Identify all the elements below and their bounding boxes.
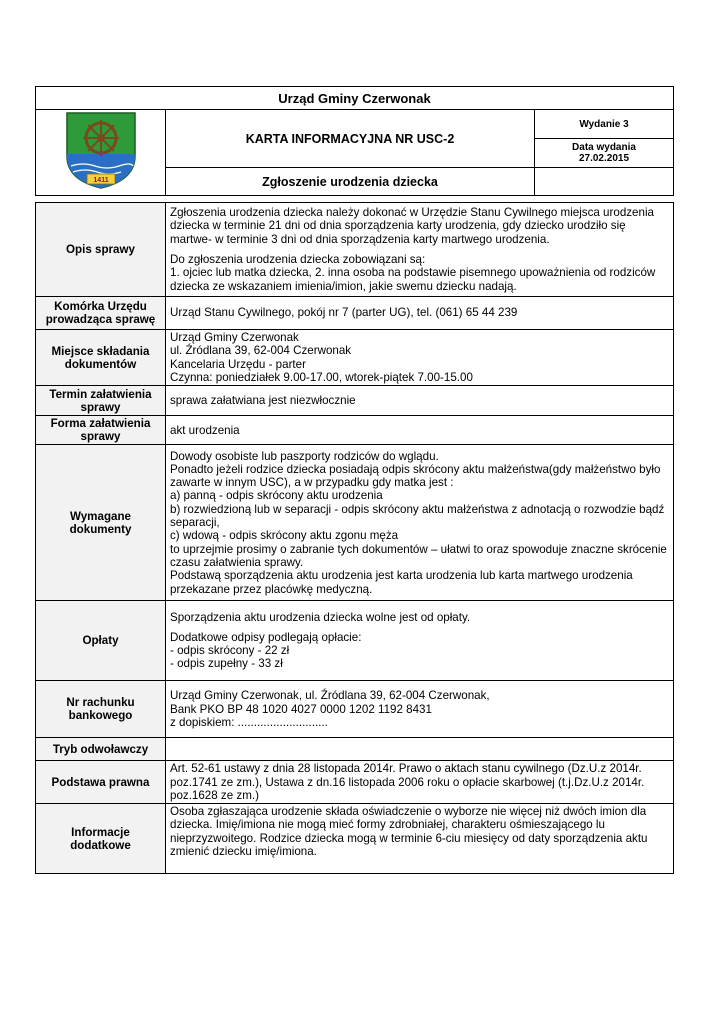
- row-label: Tryb odwoławczy: [36, 738, 166, 761]
- issue-date: 27.02.2015: [578, 153, 630, 164]
- issue-date-cell: [535, 139, 674, 168]
- wymagane-line: to uprzejmie prosimy o zabranie tych dokumentów – ułatwi to oraz spowoduje znaczne skrócenie czasu załatwienia sprawy.: [170, 542, 667, 569]
- row-rachunek: [36, 681, 674, 738]
- oplaty-line: - odpis zupełny - 33 zł: [170, 657, 283, 671]
- wymagane-line: Podstawą sporządzenia aktu urodzenia jest karta urodzenia lub karta martwego urodzenia przekazane przez placówkę medyczną.: [170, 569, 633, 596]
- wymagane-line: Dowody osobiste lub paszporty rodziców do wglądu.: [170, 449, 439, 463]
- miejsce-line: Urząd Gminy Czerwonak: [170, 331, 299, 344]
- row-miejsce: [36, 330, 674, 386]
- wymagane-line: b) rozwiedzioną lub w separacji - odpis skrócony aktu małżeństwa z adnotacją o rozwodzie bądź separacji,: [170, 502, 665, 530]
- office-title: Urząd Gminy Czerwonak: [36, 87, 674, 110]
- row-value: Urząd Stanu Cywilnego, pokój nr 7 (parter UG), tel. (061) 65 44 239: [166, 297, 674, 330]
- issue-date-label: Data wydania: [572, 142, 636, 153]
- edition: Wydanie 3: [535, 110, 674, 139]
- opis-p2: Do zgłoszenia urodzenia dziecka zobowiązani są:: [170, 253, 426, 266]
- header-table: [35, 86, 674, 196]
- miejsce-line: Czynna: poniedziałek 9.00-17.00, wtorek-piątek 7.00-15.00: [170, 370, 473, 384]
- row-label: Nr rachunku bankowego: [36, 681, 166, 738]
- oplaty-line: Dodatkowe odpisy podlegają opłacie:: [170, 630, 362, 644]
- row-value: [166, 203, 674, 297]
- rachunek-line: Bank PKO BP 48 1020 4027 0000 1202 1192 8431: [170, 702, 432, 716]
- oplaty-line: Sporządzenia aktu urodzenia dziecka wolne jest od opłaty.: [170, 610, 471, 624]
- opis-p1: Zgłoszenia urodzenia dziecka należy dokonać w Urzędzie Stanu Cywilnego miejsca urodzenia dziecka w terminie 21 dni od dnia sporządzenia karty urodzenia, gdy dziecko urodziło się martwe- w terminie 3 dni od dnia sporządzenia karty martwego urodzenia.: [170, 206, 654, 246]
- row-value: akt urodzenia: [166, 416, 674, 445]
- row-label: Informacje dodatkowe: [36, 804, 166, 874]
- row-value: [166, 601, 674, 681]
- card-title: KARTA INFORMACYJNA NR USC-2: [166, 110, 535, 168]
- wymagane-line: c) wdową - odpis skrócony aktu zgonu męża: [170, 529, 399, 543]
- row-value: Osoba zgłaszająca urodzenie składa oświadczenie o wyborze nie więcej niż dwóch imion dla dziecka. Imię/imiona nie mogą mieć formy zdrobniałej, charakteru ośmieszającego lu nieprzyzwoitego. Rodzice dziecka mogą w terminie 6-ciu miesięcy od daty sporządzenia aktu zmienić dziecku imię/imiona.: [166, 804, 674, 874]
- info-table: [35, 202, 674, 874]
- row-value: [166, 445, 674, 601]
- rachunek-line: Urząd Gminy Czerwonak, ul. Źródlana 39, 62-004 Czerwonak,: [170, 689, 490, 703]
- row-wymagane: [36, 445, 674, 601]
- row-value: [166, 681, 674, 738]
- row-label: Opłaty: [36, 601, 166, 681]
- row-value: Art. 52-61 ustawy z dnia 28 listopada 2014r. Prawo o aktach stanu cywilnego (Dz.U.z 2014r. poz.1741 ze zm.), Ustawa z dn.16 listopada 2006 roku o opłacie skarbowej (t.j.Dz.U.z 2014r. poz.1628 ze zm.): [166, 761, 674, 804]
- opis-p3: 1. ojciec lub matka dziecka, 2. inna osoba na podstawie pisemnego upoważnienia od rodziców dziecka ze wskazaniem imienia/imion, jakie swemu dziecku nadają.: [170, 266, 656, 293]
- row-label: Forma załatwienia sprawy: [36, 416, 166, 445]
- row-label: Termin załatwienia sprawy: [36, 386, 166, 416]
- wymagane-line: a) panną - odpis skrócony aktu urodzenia: [170, 489, 383, 503]
- row-value: [166, 738, 674, 761]
- row-label: Podstawa prawna: [36, 761, 166, 804]
- rachunek-line: z dopiskiem: ............................: [170, 715, 328, 729]
- row-label: Opis sprawy: [36, 203, 166, 297]
- miejsce-line: Kancelaria Urzędu - parter: [170, 357, 306, 371]
- coat-of-arms-logo: [63, 110, 139, 190]
- row-tryb: [36, 738, 674, 761]
- row-label: Miejsce składania dokumentów: [36, 330, 166, 386]
- row-label: Komórka Urzędu prowadząca sprawę: [36, 297, 166, 330]
- row-forma: [36, 416, 674, 445]
- oplaty-line: - odpis skrócony - 22 zł: [170, 644, 290, 658]
- row-value: [166, 330, 674, 386]
- row-opis: [36, 203, 674, 297]
- empty-cell: [535, 168, 674, 196]
- row-podstawa: [36, 761, 674, 804]
- row-label: Wymagane dokumenty: [36, 445, 166, 601]
- miejsce-line: ul. Źródlana 39, 62-004 Czerwonak: [170, 344, 352, 358]
- row-komorka: [36, 297, 674, 330]
- row-termin: [36, 386, 674, 416]
- row-value: sprawa załatwiana jest niezwłocznie: [166, 386, 674, 416]
- wymagane-line: Ponadto jeżeli rodzice dziecka posiadają odpis skrócony aktu małżeństwa(gdy małżeństwo było zawarte w innym USC), a w przypadku gdy matka jest :: [170, 462, 661, 490]
- row-oplaty: [36, 601, 674, 681]
- subject-title: Zgłoszenie urodzenia dziecka: [166, 168, 535, 196]
- logo-cell: [36, 110, 166, 196]
- row-informacje: [36, 804, 674, 874]
- logo-text: 1411: [92, 177, 109, 184]
